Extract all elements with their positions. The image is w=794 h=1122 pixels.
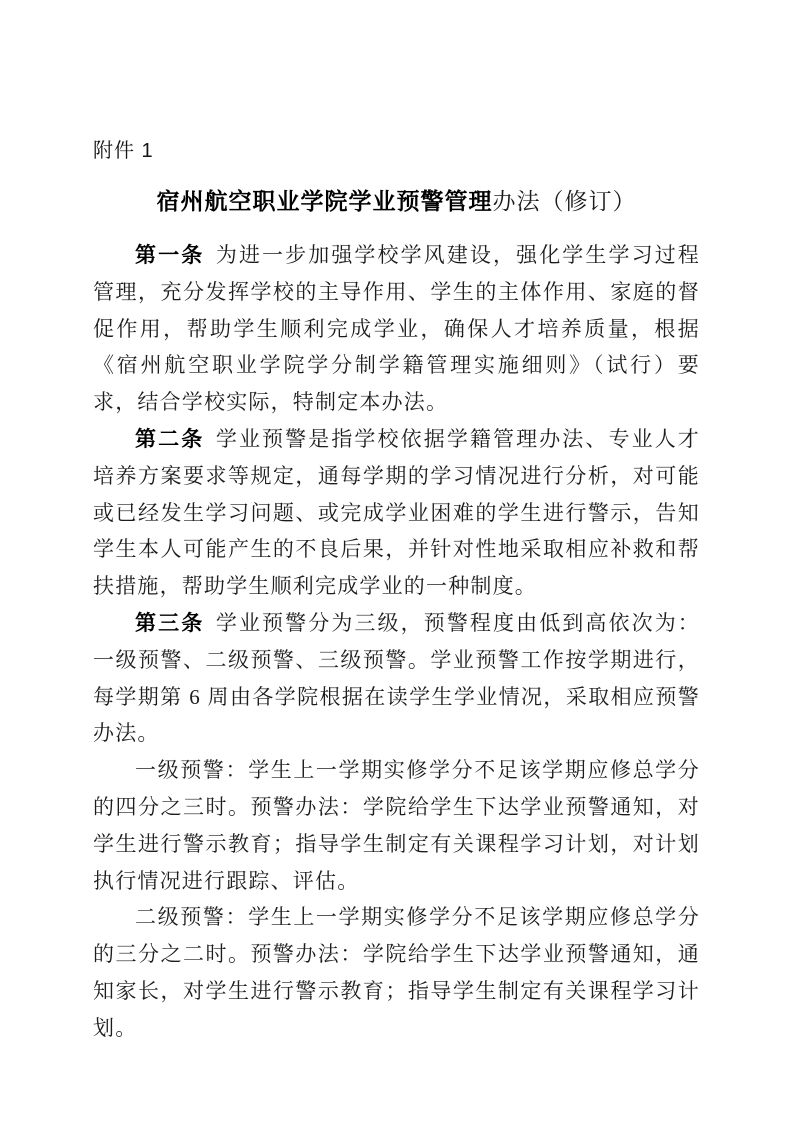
document-body <box>93 237 700 1047</box>
article-3-text: 学业预警分为三级，预警程度由低到高依次为：一级预警、二级预警、三级预警。学业预警工作按学期进行，每学期第 6 周由各学院根据在读学生学业情况，采取相应预警办法。 <box>93 610 700 746</box>
article-1-text: 为进一步加强学校学风建设，强化学生学习过程管理，充分发挥学校的主导作用、学生的主体作用、家庭的督促作用，帮助学生顺利完成学业，确保人才培养质量，根据《宿州航空职业学院学分制学籍管理实施细则》（试行）要求，结合学校实际，特制定本办法。 <box>93 243 700 415</box>
paragraph-article-3 <box>93 605 700 752</box>
article-2-text: 学业预警是指学校依据学籍管理办法、专业人才培养方案要求等规定，通每学期的学习情况进行分析，对可能或已经发生学习问题、或完成学业困难的学生进行警示，告知学生本人可能产生的不良后果，并针对性地采取相应补救和帮扶措施，帮助学生顺利完成学业的一种制度。 <box>93 426 700 599</box>
paragraph-warning-level-1 <box>93 752 700 899</box>
title-regular-part: 办法（修订） <box>492 189 637 214</box>
article-1-label: 第一条 <box>135 243 205 267</box>
article-3-label: 第三条 <box>135 610 205 635</box>
paragraph-warning-level-2 <box>93 899 700 1046</box>
title-bold-part: 宿州航空职业学院学业预警管理 <box>156 189 493 214</box>
document-title <box>93 186 700 218</box>
warning-level-2-text: 二级预警：学生上一学期实修学分不足该学期应修总学分的三分之二时。预警办法：学院给学生下达学业预警通知，通知家长，对学生进行警示教育；指导学生制定有关课程学习计划。 <box>93 905 700 1040</box>
article-2-label: 第二条 <box>135 426 205 451</box>
warning-level-1-text: 一级预警：学生上一学期实修学分不足该学期应修总学分的四分之三时。预警办法：学院给学生下达学业预警通知，对学生进行警示教育；指导学生制定有关课程学习计划，对计划执行情况进行跟踪、评估。 <box>93 758 700 893</box>
paragraph-article-2 <box>93 421 700 605</box>
attachment-label: 附件 1 <box>93 140 154 162</box>
paragraph-article-1 <box>93 237 700 421</box>
